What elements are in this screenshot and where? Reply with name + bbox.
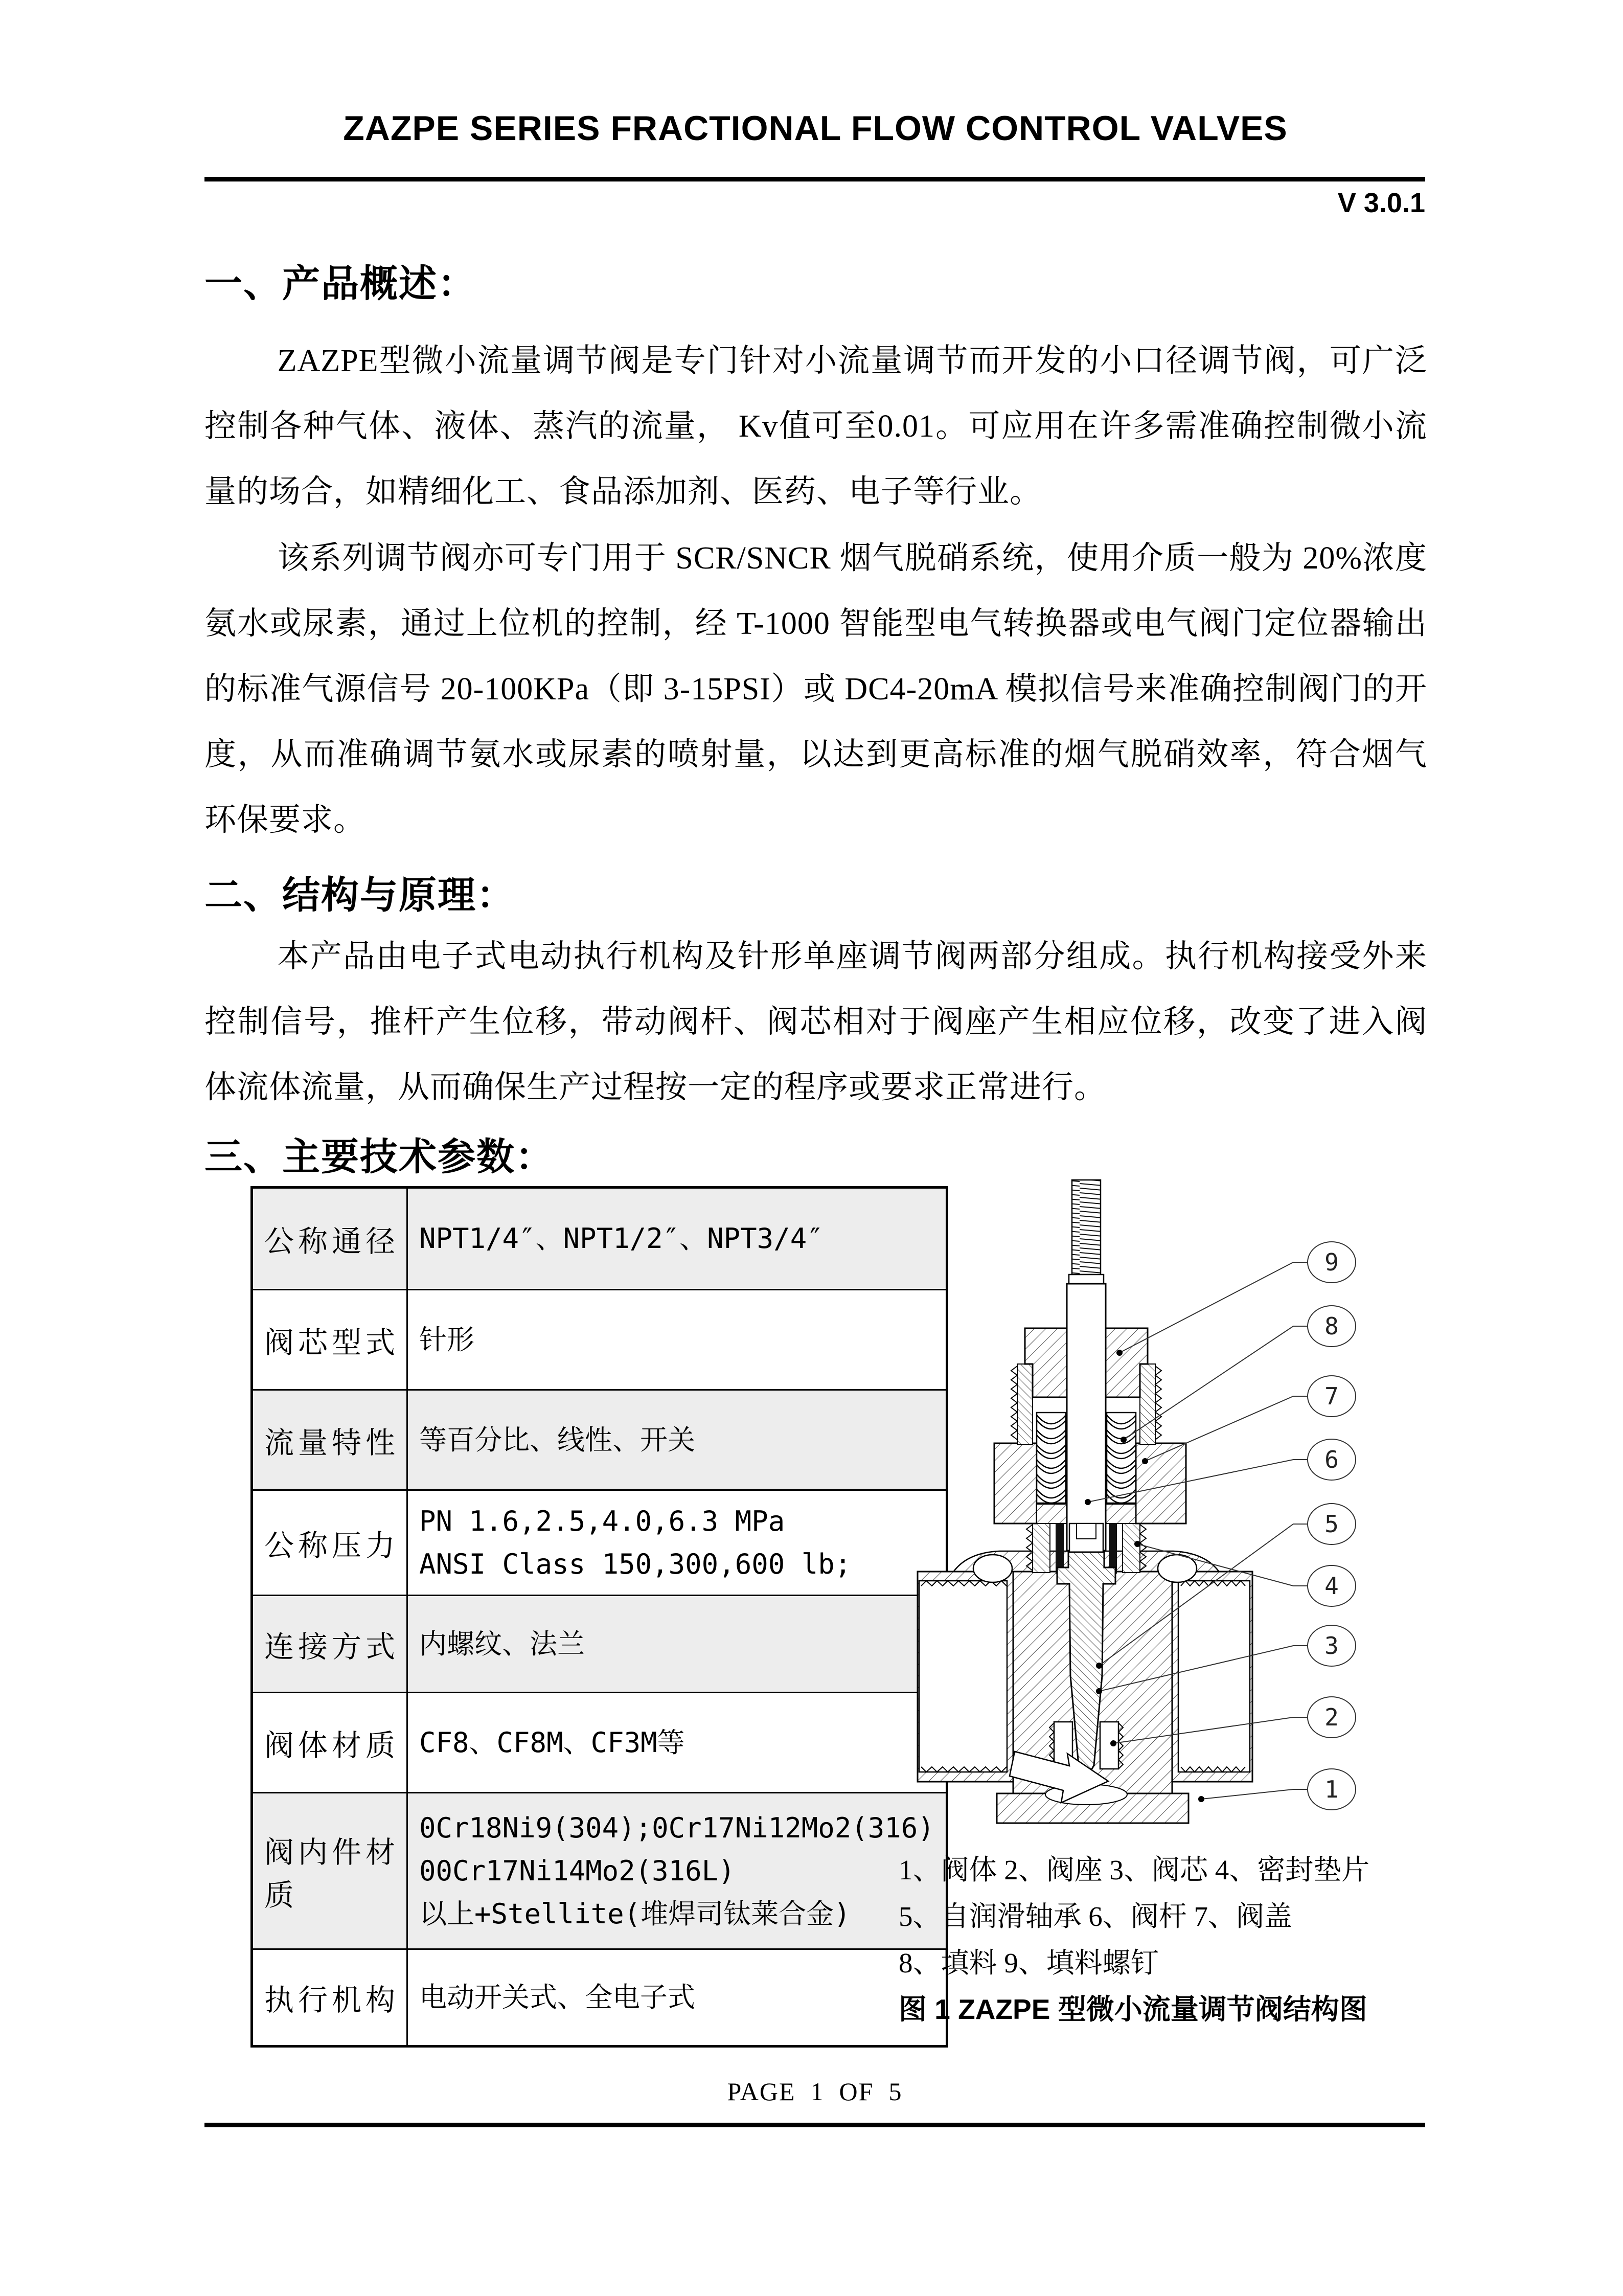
- spec-label: 公称通径: [252, 1188, 407, 1290]
- bonnet-left: [994, 1443, 1037, 1524]
- section-heading-parameters: 三、主要技术参数：: [204, 1135, 554, 1178]
- table-row: [252, 1793, 947, 1949]
- table-row: [252, 1490, 947, 1596]
- spec-value: [407, 1188, 947, 1290]
- paragraph-structure-1: 本产品由电子式电动执行机构及针形单座调节阀两部分组成。执行机构接受外来控制信号，推杆产生位移，带动阀杆、阀芯相对于阀座产生相应位移，改变了进入阀体流体流量，从而确保生产过程按一定的程序或要求正常进行。: [204, 939, 1427, 1105]
- gasket-bar-left: [1056, 1517, 1064, 1574]
- packing-box-right: [1107, 1413, 1136, 1503]
- spec-label: 阀体材质: [252, 1693, 407, 1793]
- spec-value: [407, 1490, 947, 1596]
- table-row: [252, 1188, 947, 1290]
- bushing-thread-left: [1011, 1366, 1017, 1440]
- spec-value: [407, 1290, 947, 1390]
- spec-value-line: NPT1/4″、NPT1/2″、NPT3/4″: [419, 1222, 824, 1255]
- spec-value-line: 00Cr17Ni14Mo2(316L): [419, 1854, 735, 1887]
- spec-value-line: PN 1.6,2.5,4.0,6.3 MPa: [419, 1505, 785, 1537]
- bushing-thread-right: [1155, 1366, 1161, 1440]
- valve-cross-section-diagram: [879, 1160, 1421, 1839]
- footer-rule: [204, 2123, 1425, 2127]
- spec-value-line: CF8、CF8M、CF3M等: [419, 1726, 685, 1759]
- callout-number: 2: [1324, 1703, 1339, 1731]
- spec-label: 流量特性: [252, 1390, 407, 1490]
- section-heading-structure: 二、结构与原理：: [204, 874, 515, 916]
- legend-line: 5、自润滑轴承 6、阀杆 7、阀盖: [899, 1901, 1293, 1932]
- table-row: [252, 1693, 947, 1793]
- packing-box-left: [1037, 1413, 1066, 1503]
- stem-end-nut-inner: [1077, 1524, 1096, 1539]
- table-row: [252, 1290, 947, 1390]
- spec-label: 连接方式: [252, 1596, 407, 1693]
- figure-caption: 图 1 ZAZPE 型微小流量调节阀结构图: [899, 1993, 1367, 2025]
- spec-label: 阀内件材质: [252, 1793, 407, 1949]
- neck-right: [1123, 1524, 1140, 1573]
- valve-stem: [1067, 1284, 1106, 1551]
- stem-thread: [1072, 1180, 1101, 1275]
- gasket-bar-right: [1109, 1517, 1117, 1574]
- table-row: [252, 1596, 947, 1693]
- spec-value-line: 针形: [419, 1323, 474, 1356]
- spec-label: 阀芯型式: [252, 1290, 407, 1390]
- bonnet-band-right: [1106, 1504, 1136, 1524]
- spec-value-line: 等百分比、线性、开关: [419, 1423, 695, 1456]
- spec-value: [407, 1596, 947, 1693]
- table-row: [252, 1949, 947, 2047]
- header-rule: [204, 177, 1425, 181]
- spec-value: [407, 1793, 947, 1949]
- paragraph-overview-2: 该系列调节阀亦可专门用于 SCR/SNCR 烟气脱硝系统，使用介质一般为 20%浓度氨水或尿素，通过上位机的控制，经 T-1000 智能型电气转换器或电气阀门定位器输出的标准气源信号 20-100KPa（即 3-15PSI）或 DC4-20mA 模拟信号来准确控制阀门的开度，从而准确调节氨水或尿素的喷射量，以达到更高标准的烟气脱硝效率，符合烟气环保要求。: [204, 541, 1427, 837]
- spec-value-line: 以上+Stellite(堆焊司钛莱合金): [419, 1897, 851, 1930]
- spec-value: [407, 1390, 947, 1490]
- section-heading-overview: 一、产品概述：: [204, 262, 476, 305]
- callout-number: 7: [1324, 1382, 1339, 1410]
- spec-value-line: 0Cr18Ni9(304);0Cr17Ni12Mo2(316): [419, 1811, 934, 1844]
- spec-value: [407, 1693, 947, 1793]
- table-row: [252, 1390, 947, 1490]
- legend-line: 1、阀体 2、阀座 3、阀芯 4、密封垫片: [899, 1854, 1370, 1885]
- stem-collar: [1069, 1275, 1104, 1284]
- right-port-bore: [1178, 1581, 1250, 1772]
- legend-line: 8、填料 9、填料螺钉: [899, 1947, 1159, 1979]
- left-boss-hole: [973, 1555, 1012, 1582]
- version-label: V 3.0.1: [1337, 188, 1425, 218]
- bonnet-band-left: [1037, 1504, 1067, 1524]
- spec-value: [407, 1949, 947, 2047]
- spec-label: 执行机构: [252, 1949, 407, 2047]
- spec-label: 公称压力: [252, 1490, 407, 1596]
- page-title: ZAZPE SERIES FRACTIONAL FLOW CONTROL VALVES: [343, 109, 1288, 148]
- neck-left: [1033, 1524, 1050, 1573]
- callout-bubbles: [1308, 1242, 1356, 1810]
- callout-number: 3: [1324, 1632, 1339, 1660]
- callout-number: 9: [1324, 1248, 1339, 1276]
- callout-number: 5: [1324, 1510, 1339, 1538]
- callout-number: 4: [1324, 1572, 1339, 1600]
- valve-seat-right: [1100, 1722, 1118, 1769]
- spec-value-line: 电动开关式、全电子式: [419, 1981, 695, 2013]
- left-port-bore: [919, 1581, 1007, 1772]
- callout-number: 1: [1324, 1776, 1339, 1803]
- spec-value-line: ANSI Class 150,300,600 lb;: [419, 1548, 852, 1580]
- spec-table: [250, 1186, 948, 2048]
- callout-number: 6: [1324, 1446, 1339, 1473]
- figure-legend: [899, 1847, 1430, 2033]
- paragraph-overview-1: ZAZPE型微小流量调节阀是专门针对小流量调节而开发的小口径调节阀，可广泛控制各种气体、液体、蒸汽的流量， Kv值可至0.01。可应用在许多需准确控制微小流量的场合，如精细化工、食品添加剂、医药、电子等行业。: [204, 344, 1427, 509]
- bushing-right: [1140, 1364, 1155, 1444]
- callout-number: 8: [1324, 1312, 1339, 1340]
- spec-value-line: 内螺纹、法兰: [419, 1627, 585, 1660]
- page-number: PAGE 1 OF 5: [727, 2077, 903, 2106]
- bushing-left: [1017, 1364, 1033, 1444]
